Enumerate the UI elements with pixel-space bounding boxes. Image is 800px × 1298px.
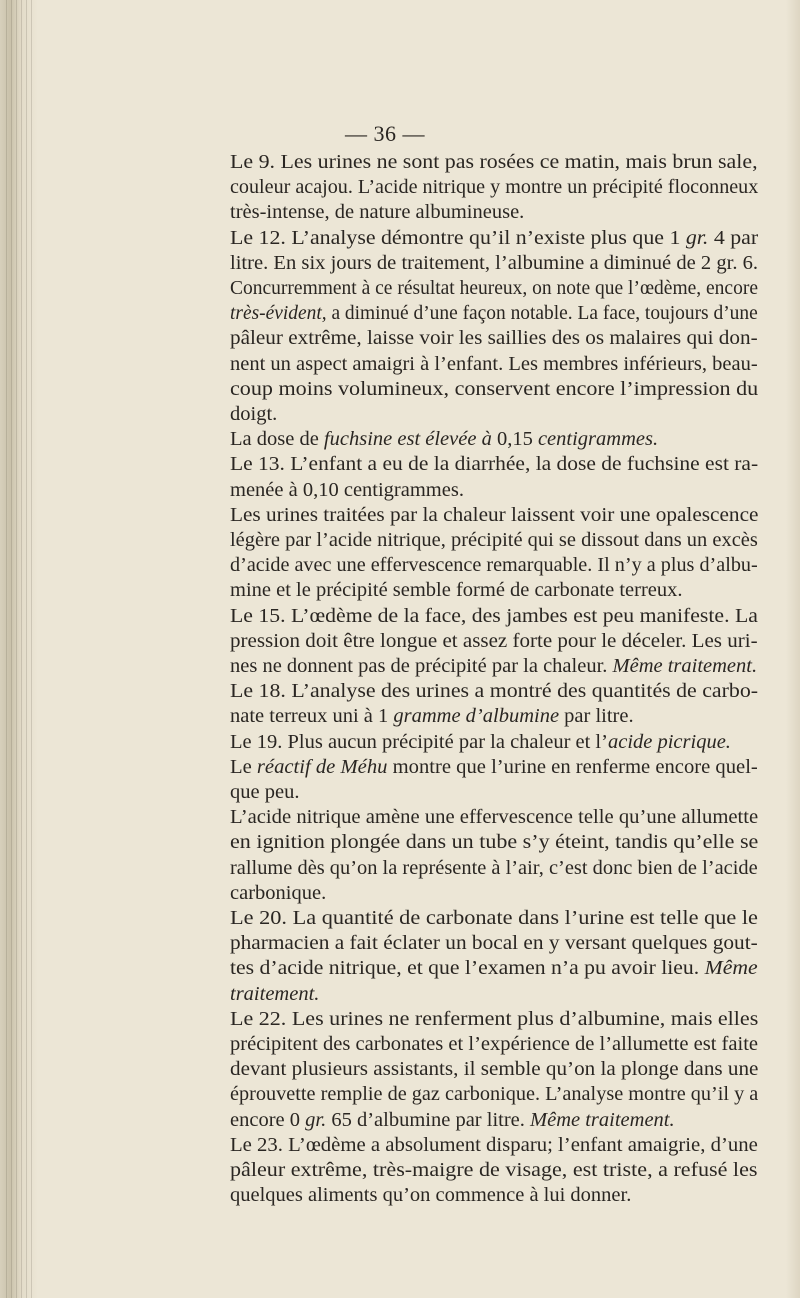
text-line: [230, 881, 326, 905]
text-run: montre que l’urine en renferme encore quel-: [387, 755, 758, 778]
text-line: [230, 906, 758, 930]
text-line: [230, 604, 758, 628]
text-line: [230, 578, 683, 602]
text-run: litre. En six jours de traitement, l’albumine a diminué de 2 gr. 6.: [230, 251, 759, 274]
text-line: [230, 931, 758, 955]
italic-text: réactif de Méhu: [256, 755, 388, 778]
page-number: — 36 —: [345, 121, 425, 146]
text-line: [230, 1183, 631, 1207]
text-run: pharmacien a fait éclater un bocal en y versant quelques gout-: [230, 932, 758, 955]
text-run: Le 18. L’analyse des urines a montré des quantités de carbo-: [230, 680, 759, 703]
text-run: Le 12. L’analyse démontre qu’il n’existe plus que 1: [230, 226, 686, 249]
text-run: coup moins volumineux, conservent encore l’impression du: [230, 377, 759, 400]
text-run: tes d’acide nitrique, et que l’examen n’a pu avoir lieu.: [230, 957, 705, 980]
text-run: a diminué d’une façon notable. La face, toujours d’une: [326, 302, 758, 325]
text-run: quelques aliments qu’on commence à lui donner.: [230, 1184, 632, 1207]
text-line: [230, 326, 758, 350]
text-line: [230, 452, 758, 476]
text-run: précipitent des carbonates et l’expérience de l’allumette est faite: [230, 1033, 759, 1055]
italic-text: Même traitement.: [530, 1108, 675, 1131]
italic-text: Même: [704, 957, 758, 980]
text-run: en ignition plongée dans un tube s’y éteint, tandis qu’elle se: [230, 831, 759, 854]
italic-text: gr.: [685, 226, 709, 249]
italic-text: centigrammes.: [537, 428, 659, 451]
text-run: légère par l’acide nitrique, précipité qui se dissout dans un excès: [230, 529, 758, 551]
italic-text: gramme d’albumine: [393, 705, 560, 728]
text-run: couleur acajou. L’acide nitrique y montre un précipité floconneux: [230, 176, 759, 199]
text-run: doigt.: [230, 403, 278, 425]
text-line: [230, 150, 758, 174]
text-run: La dose de: [230, 428, 324, 451]
text-run: Le 9. Les urines ne sont pas rosées ce matin, mais brun sale,: [230, 151, 758, 173]
text-run: 65 d’albumine par litre.: [326, 1108, 531, 1131]
text-line: [230, 402, 277, 426]
text-line: [230, 730, 731, 754]
text-run: pression doit être longue et assez forte pour le déceler. Les uri-: [230, 629, 758, 652]
text-line: [230, 629, 758, 653]
text-line: [230, 755, 758, 779]
text-run: Le 15. L’œdème de la face, des jambes est peu manifeste. La: [230, 604, 758, 627]
text-line: [230, 654, 757, 678]
text-run: 0,15: [491, 428, 538, 451]
text-line: [230, 679, 758, 703]
text-line: [230, 478, 464, 502]
text-line: [230, 226, 758, 250]
text-run: nate terreux uni à 1: [230, 705, 394, 728]
text-run: Le 20. La quantité de carbonate dans l’urine est telle que le: [230, 907, 758, 929]
italic-text: traitement.: [230, 982, 320, 1005]
text-line: [230, 553, 758, 577]
text-line: [230, 352, 758, 376]
text-line: [230, 528, 758, 552]
text-run: Le: [230, 755, 257, 778]
text-line: [230, 175, 758, 199]
text-line: [230, 1007, 758, 1031]
text-run: par litre.: [559, 705, 634, 728]
text-line: [230, 427, 658, 451]
text-line: [230, 780, 299, 804]
text-line: [230, 1032, 758, 1056]
text-line: [230, 276, 758, 300]
italic-text: fuchsine est élevée à: [323, 428, 492, 451]
binding-stitching: [6, 0, 32, 1298]
text-line: [230, 1158, 757, 1182]
text-line: [230, 1133, 758, 1157]
italic-text: Même traitement.: [612, 655, 758, 677]
text-run: nes ne donnent pas de précipité par la chaleur.: [230, 655, 613, 677]
italic-text: acide picrique.: [607, 730, 731, 753]
text-run: pâleur extrême, laisse voir les saillies des os malaires qui don-: [230, 327, 758, 350]
text-line: [230, 1108, 675, 1132]
text-run: Les urines traitées par la chaleur laissent voir une opalescence: [230, 503, 759, 526]
text-line: [230, 704, 634, 728]
text-line: [230, 856, 758, 880]
text-run: pâleur extrême, très-maigre de visage, est triste, a refusé les: [230, 1159, 758, 1181]
text-run: rallume dès qu’on la représente à l’air, c’est donc bien de l’acide: [230, 856, 758, 879]
text-line: [230, 200, 524, 224]
text-run: encore 0: [230, 1108, 306, 1131]
text-line: [230, 503, 758, 527]
text-run: nent un aspect amaigri à l’enfant. Les membres inférieurs, beau-: [230, 352, 758, 375]
text-run: Concurremment à ce résultat heureux, on note que l’œdème, encore: [230, 277, 758, 299]
text-run: Le 19. Plus aucun précipité par la chaleur et l’: [230, 730, 608, 753]
text-run: très-intense, de nature albumineuse.: [230, 201, 525, 224]
text-line: [230, 377, 758, 401]
text-run: carbonique.: [230, 881, 327, 904]
text-line: [230, 805, 758, 829]
text-run: Le 23. L’œdème a absolument disparu; l’enfant amaigrie, d’une: [230, 1133, 758, 1156]
text-line: [230, 956, 758, 980]
italic-text: très-évident,: [230, 302, 327, 325]
text-line: [230, 251, 758, 275]
text-run: devant plusieurs assistants, il semble qu’on la plonge dans une: [230, 1058, 759, 1081]
text-run: menée à 0,10 centigrammes.: [230, 478, 464, 501]
text-line: [230, 830, 758, 854]
text-run: que peu.: [230, 781, 300, 803]
italic-text: gr.: [305, 1108, 327, 1131]
text-line: [230, 301, 758, 325]
text-line: [230, 982, 319, 1006]
text-run: d’acide avec une effervescence remarquable. Il n’y a plus d’albu-: [230, 554, 758, 577]
text-line: [230, 1057, 758, 1081]
text-run: éprouvette remplie de gaz carbonique. L’analyse montre qu’il y a: [230, 1083, 759, 1106]
text-run: Le 13. L’enfant a eu de la diarrhée, la dose de fuchsine est ra-: [230, 453, 759, 476]
text-run: Le 22. Les urines ne renferment plus d’albumine, mais elles: [230, 1007, 759, 1030]
text-line: [230, 1082, 758, 1106]
page-edge: [786, 0, 800, 1298]
text-run: mine et le précipité semble formé de carbonate terreux.: [230, 579, 683, 602]
text-run: L’acide nitrique amène une effervescence telle qu’une allumette: [230, 806, 759, 829]
text-run: 4 par: [708, 226, 759, 249]
